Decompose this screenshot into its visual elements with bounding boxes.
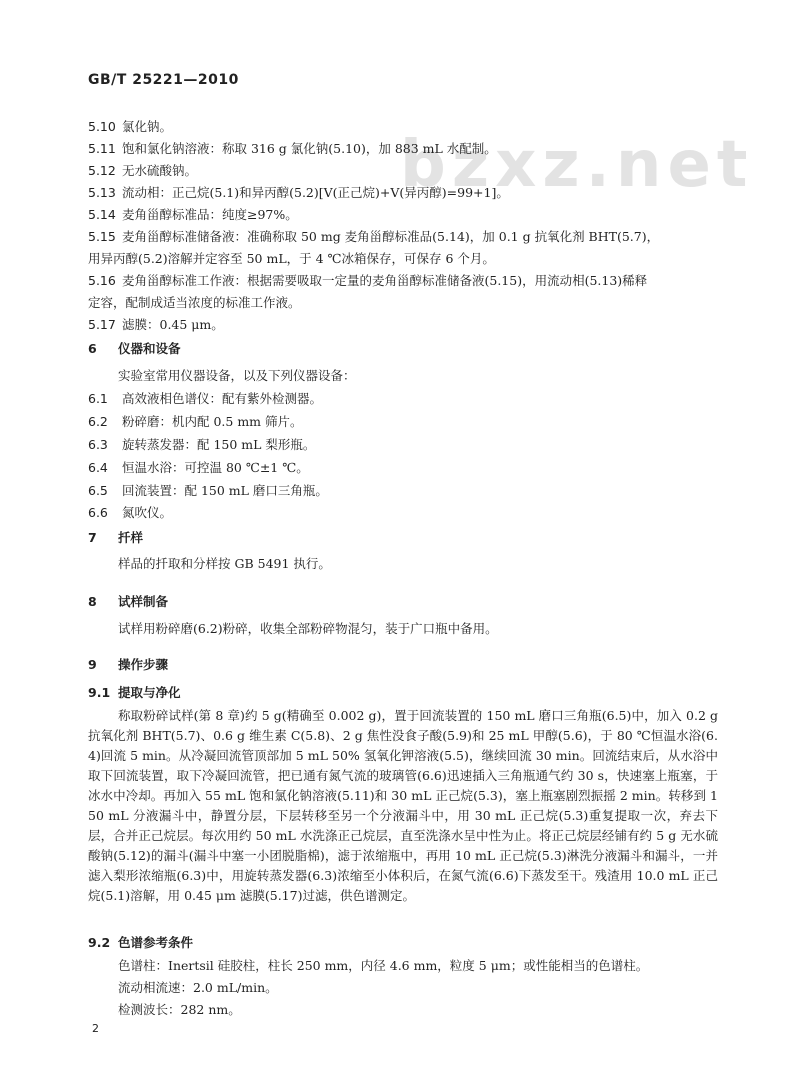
section-text: 试样用粉碎磨(6.2)粉碎，收集全部粉碎物混匀，装于广口瓶中备用。 xyxy=(118,621,498,636)
equipment-item: 6.3 旋转蒸发器：配 150 mL 梨形瓶。 xyxy=(88,437,316,452)
page-number: 2 xyxy=(92,1022,99,1035)
section-heading: 8 试样制备 xyxy=(88,594,169,609)
reagent-item: 5.13 流动相：正己烷(5.1)和异丙醇(5.2)[V(正己烷)+V(异丙醇)=99+1]。 xyxy=(88,185,509,200)
reagent-item: 5.14 麦角甾醇标准品：纯度≥97%。 xyxy=(88,207,298,222)
equipment-item: 6.5 回流装置：配 150 mL 磨口三角瓶。 xyxy=(88,483,328,498)
chromatography-condition: 检测波长：282 nm。 xyxy=(118,1002,241,1017)
section-heading: 7 扦样 xyxy=(88,530,144,545)
section-heading: 6 仪器和设备 xyxy=(88,341,181,356)
equipment-item: 6.6 氮吹仪。 xyxy=(88,505,173,520)
reagent-item: 5.11 饱和氯化钠溶液：称取 316 g 氯化钠(5.10)，加 883 mL 水配制。 xyxy=(88,141,497,156)
section-intro: 实验室常用仪器设备，以及下列仪器设备： xyxy=(118,368,356,383)
chromatography-condition: 流动相流速：2.0 mL/min。 xyxy=(118,980,278,995)
reagent-item-continuation: 用异丙醇(5.2)溶解并定容至 50 mL，于 4 ℃冰箱保存，可保存 6 个月。 xyxy=(88,251,495,266)
standard-header: GB/T 25221—2010 xyxy=(88,72,239,88)
procedure-paragraph: 称取粉碎试样(第 8 章)约 5 g(精确至 0.002 g)，置于回流装置的 150 mL 磨口三角瓶(6.5)中，加入 0.2 g 抗氧化剂 BHT(5.7)、0.6 g 维生素 C(5.8)、2 g 焦性没食子酸(5.9)和 25 mL 甲醇(5.6)，于 80 ℃恒温水浴(6.4)回流 5 min。从冷凝回流管顶部加 5 mL 50% 氢氧化钾溶液(5.5)，继续回流 30 min。回流结束后，从水浴中取下回流装置，取下冷凝回流管，把已通有氮气流的玻璃管(6.6)迅速插入三角瓶通气约 30 s，快速塞上瓶塞，于冰水中冷却。再加入 55 mL 饱和氯化钠溶液(5.11)和 30 mL 正己烷(5.3)，塞上瓶塞剧烈振摇 2 min。转移到 150 mL 分液漏斗中，静置分层，下层转移至另一个分液漏斗中，用 30 mL 正己烷(5.3)重复提取一次，弃去下层，合并正己烷层。每次用约 50 mL 水洗涤正己烷层，直至洗涤水呈中性为止。将正己烷层经铺有约 5 g 无水硫酸钠(5.12)的漏斗(漏斗中塞一小团脱脂棉)，滤于浓缩瓶中，再用 10 mL 正己烷(5.3)淋洗分液漏斗和漏斗，一并滤入梨形浓缩瓶(6.3)中，用旋转蒸发器(6.3)浓缩至小体积后，在氮气流(6.6)下蒸发至干。残渣用 10.0 mL 正己烷(5.1)溶解，用 0.45 μm 滤膜(5.17)过滤，供色谱测定。 xyxy=(88,708,718,903)
reagent-item-continuation: 定容，配制成适当浓度的标准工作液。 xyxy=(88,295,301,310)
subsection-heading: 9.2 色谱参考条件 xyxy=(88,935,194,950)
reagent-item: 5.12 无水硫酸钠。 xyxy=(88,163,198,178)
section-heading: 9 操作步骤 xyxy=(88,657,169,672)
equipment-item: 6.4 恒温水浴：可控温 80 ℃±1 ℃。 xyxy=(88,460,309,475)
equipment-item: 6.1 高效液相色谱仪：配有紫外检测器。 xyxy=(88,391,323,406)
watermark: bzxz.net xyxy=(400,128,754,202)
reagent-item: 5.10 氯化钠。 xyxy=(88,119,173,134)
subsection-heading: 9.1 提取与净化 xyxy=(88,685,181,700)
reagent-item: 5.16 麦角甾醇标准工作液：根据需要吸取一定量的麦角甾醇标准储备液(5.15)，用流动相(5.13)稀释 xyxy=(88,273,648,288)
equipment-item: 6.2 粉碎磨：机内配 0.5 mm 筛片。 xyxy=(88,414,303,429)
reagent-item: 5.17 滤膜：0.45 μm。 xyxy=(88,317,224,332)
reagent-item: 5.15 麦角甾醇标准储备液：准确称取 50 mg 麦角甾醇标准品(5.14)，加 0.1 g 抗氧化剂 BHT(5.7)， xyxy=(88,229,660,244)
section-text: 样品的扦取和分样按 GB 5491 执行。 xyxy=(118,556,331,571)
chromatography-condition: 色谱柱：Inertsil 硅胶柱，柱长 250 mm，内径 4.6 mm，粒度 5 μm；或性能相当的色谱柱。 xyxy=(118,958,649,973)
